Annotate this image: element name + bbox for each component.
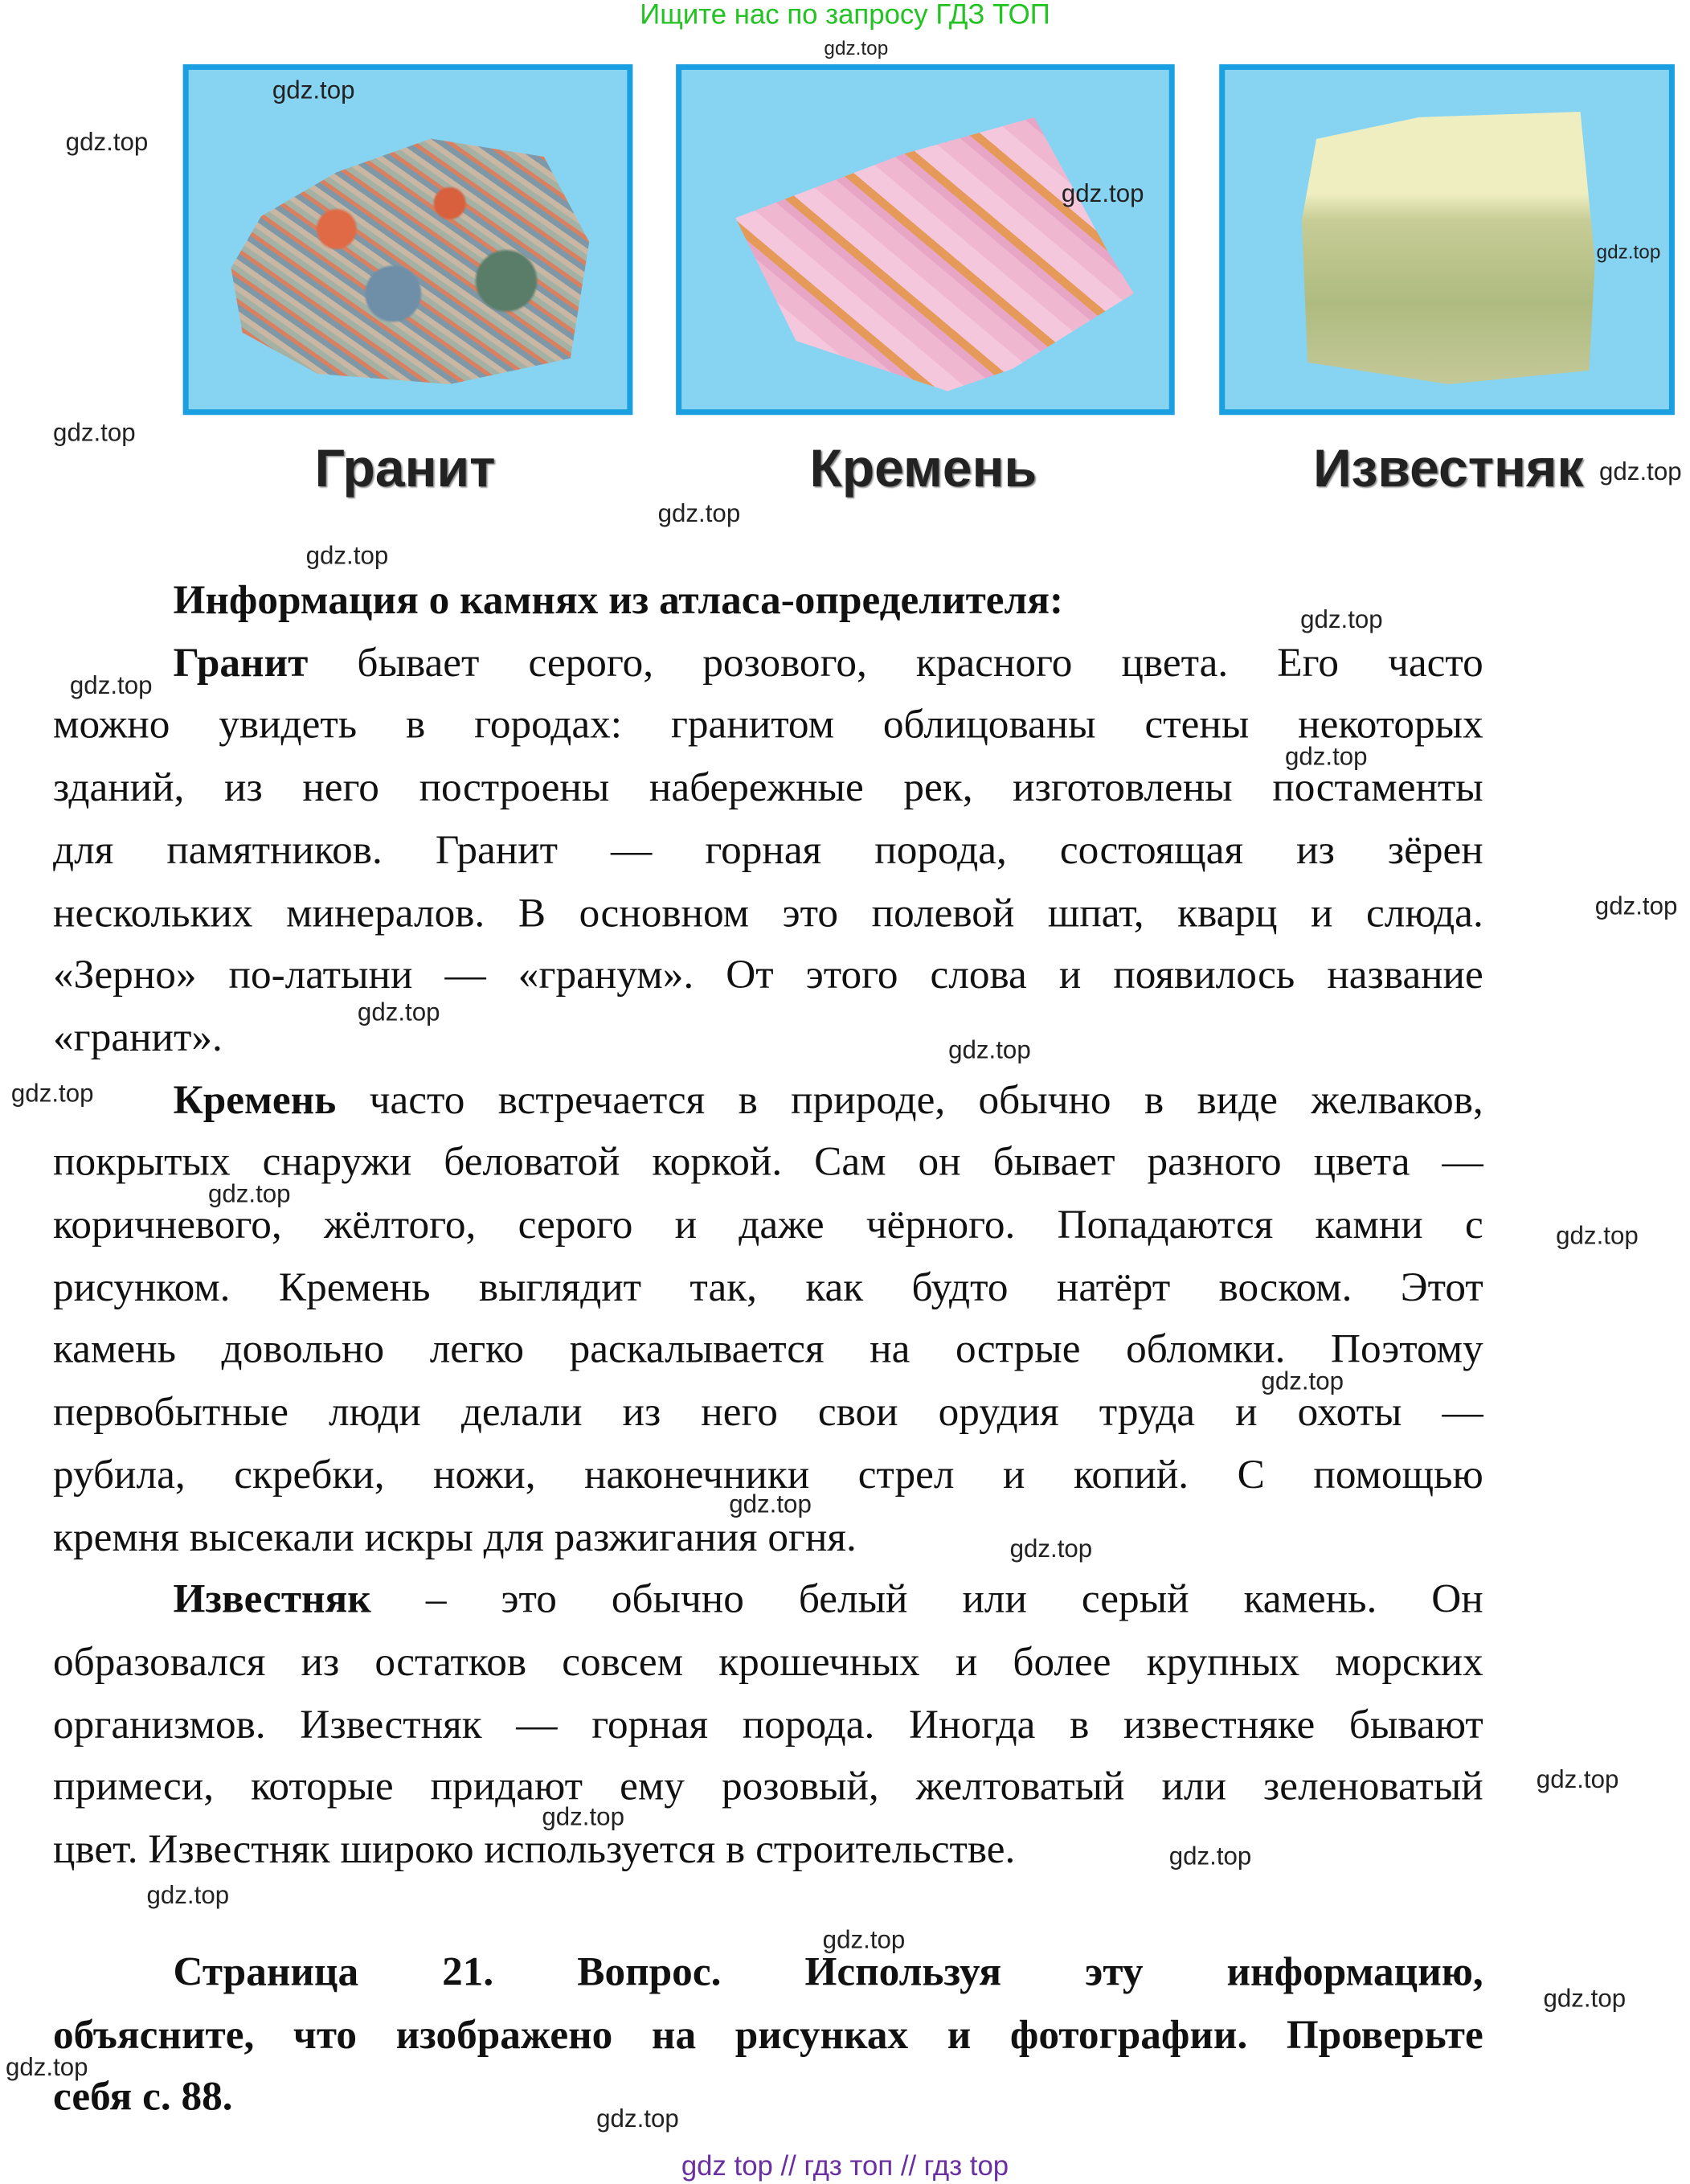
line-text: себя с. 88.	[53, 2075, 233, 2120]
watermark-text: gdz.top	[69, 671, 153, 699]
term: Известняк	[173, 1577, 371, 1623]
paragraph-line	[53, 950, 1483, 1001]
line-text: «Зерно» по-латыни — «гранум». От этого слова и появилось название	[53, 953, 1483, 998]
watermark-text: gdz.top	[822, 1925, 906, 1954]
paragraph-line	[53, 1825, 1483, 1875]
question-line	[53, 2010, 1483, 2060]
granite-label: Гранит	[314, 440, 496, 499]
flint-photo	[676, 64, 1174, 415]
paragraph-line	[53, 700, 1483, 751]
watermark-text: gdz.top	[542, 1802, 624, 1831]
line-text: примеси, которые придают ему розовый, желтоватый или зеленоватый	[53, 1764, 1483, 1810]
line-text: коричневого, жёлтого, серого и даже чёрного. Попадаются камни с	[53, 1203, 1483, 1248]
paragraph-line	[174, 1076, 1483, 1126]
line-text: рубила, скребки, ножи, наконечники стрел и копий. С помощью	[53, 1453, 1483, 1498]
line-text: организмов. Известняк — горная порода. Иногда в известняке бывают	[53, 1702, 1483, 1748]
paragraph-line	[53, 1699, 1483, 1750]
paragraph-line	[53, 1263, 1483, 1313]
watermark-text: gdz.top	[1061, 179, 1144, 208]
line-text: «гранит».	[53, 1015, 223, 1060]
watermark-text: gdz.top	[1599, 457, 1682, 486]
watermark-text: gdz.top	[729, 1489, 812, 1518]
line-text: образовался из остатков совсем крошечных и более крупных морских	[53, 1640, 1483, 1685]
line-text: первобытные люди делали из него свои орудия труда и охоты —	[53, 1390, 1483, 1436]
watermark-text: gdz.top	[1556, 1221, 1639, 1250]
watermark-text: gdz.top	[1009, 1535, 1093, 1563]
line-text: кремня высекали искры для разжигания огня.	[53, 1514, 857, 1560]
line-text: бывает серого, розового, красного цвета. Его часто	[308, 641, 1483, 686]
watermark-text: gdz.top	[272, 76, 355, 104]
limestone-label: Известняк	[1313, 440, 1584, 499]
watermark-text: gdz.top	[657, 499, 741, 528]
watermark-text: gdz.top	[1168, 1842, 1252, 1871]
line-text: часто встречается в природе, обычно в виде желваков,	[336, 1078, 1483, 1123]
paragraph-line	[53, 763, 1483, 813]
line-text: рисунком. Кремень выглядит так, как будто натёрт воском. Этот	[53, 1265, 1483, 1310]
line-text: зданий, из него построены набережные рек, изготовлены постаменты	[53, 765, 1483, 811]
watermark-text: gdz.top	[1536, 1764, 1619, 1793]
watermark-text: gdz.top	[65, 128, 149, 156]
line-text: можно увидеть в городах: гранитом облицованы стены некоторых	[53, 703, 1483, 748]
watermark-text: gdz.top	[596, 2104, 679, 2133]
line-text: Информация о камнях из атласа-определителя:	[173, 578, 1064, 624]
line-text: – это обычно белый или серый камень. Он	[370, 1577, 1483, 1623]
paragraph-line	[53, 887, 1483, 938]
watermark-text: gdz.top	[1594, 891, 1678, 920]
term: Гранит	[173, 641, 309, 686]
paragraph-line	[53, 1512, 1483, 1563]
paragraph-line	[53, 1013, 1483, 1063]
paragraph-line	[174, 1575, 1483, 1625]
line-text: объясните, что изображено на рисунках и фотографии. Проверьте	[53, 2012, 1483, 2058]
watermark-text: gdz.top	[305, 541, 389, 570]
watermark-text: gdz.top	[357, 998, 440, 1026]
paragraph-line	[53, 1637, 1483, 1688]
section-heading	[174, 576, 1483, 626]
question-line	[53, 2072, 1483, 2123]
watermark-text: gdz.top	[1300, 605, 1383, 634]
watermark-text: gdz.top	[1596, 240, 1661, 263]
watermark-text: gdz.top	[207, 1179, 291, 1208]
line-text: Страница 21. Вопрос. Используя эту информацию,	[173, 1950, 1483, 1995]
paragraph-line	[174, 638, 1483, 689]
limestone-image	[1302, 112, 1595, 384]
granite-photo	[183, 64, 633, 415]
watermark-text: gdz.top	[1284, 742, 1368, 771]
watermark-text: gdz.top	[53, 418, 136, 447]
line-text: покрытых снаружи беловатой коркой. Сам он бывает разного цвета —	[53, 1140, 1483, 1186]
paragraph-line	[53, 826, 1483, 876]
footer-links[interactable]: gdz top // гдз топ // гдз top	[681, 2151, 1009, 2182]
watermark-text: gdz.top	[10, 1079, 94, 1108]
line-text: цвет. Известняк широко используется в строительстве.	[53, 1827, 1016, 1872]
line-text: камень довольно легко раскалывается на острые обломки. Поэтому	[53, 1327, 1483, 1373]
line-text: нескольких минералов. В основном это полевой шпат, кварц и слюда.	[53, 890, 1483, 936]
watermark-text: gdz.top	[1261, 1367, 1344, 1395]
watermark-text: gdz.top	[5, 2052, 88, 2081]
term: Кремень	[173, 1078, 337, 1123]
watermark-text: gdz.top	[948, 1035, 1031, 1064]
flint-label: Кремень	[809, 440, 1037, 499]
paragraph-line	[53, 1762, 1483, 1813]
flint-image	[710, 112, 1143, 391]
granite-image	[223, 125, 600, 384]
watermark-text: gdz.top	[824, 36, 889, 59]
line-text: для памятников. Гранит — горная порода, состоящая из зёрен	[53, 828, 1483, 873]
watermark-text: gdz.top	[1543, 1984, 1627, 2013]
watermark-text: gdz.top	[146, 1881, 230, 1909]
top-banner: Ищите нас по запросу ГДЗ ТОП	[640, 0, 1050, 31]
